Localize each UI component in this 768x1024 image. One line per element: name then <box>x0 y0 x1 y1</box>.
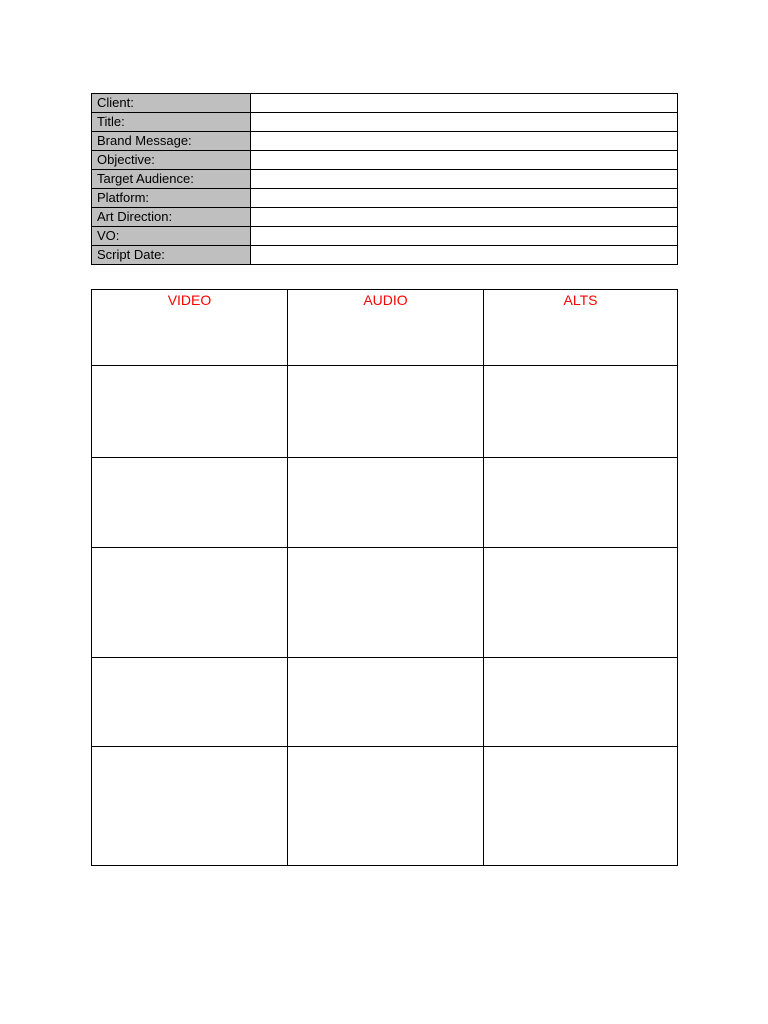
audio-cell[interactable] <box>288 548 484 658</box>
info-label: Title: <box>92 113 251 132</box>
alts-cell[interactable] <box>484 747 678 866</box>
video-cell[interactable] <box>92 548 288 658</box>
script-row <box>92 548 678 658</box>
column-header-video: VIDEO <box>92 290 288 366</box>
info-row-title <box>92 113 678 132</box>
info-label: Target Audience: <box>92 170 251 189</box>
alts-cell[interactable] <box>484 658 678 747</box>
alts-cell[interactable] <box>484 458 678 548</box>
info-label: Objective: <box>92 151 251 170</box>
alts-cell[interactable] <box>484 548 678 658</box>
audio-cell[interactable] <box>288 366 484 458</box>
audio-cell[interactable] <box>288 458 484 548</box>
script-row <box>92 366 678 458</box>
alts-cell[interactable] <box>484 366 678 458</box>
info-value-field[interactable] <box>251 227 678 246</box>
info-label: Client: <box>92 94 251 113</box>
video-cell[interactable] <box>92 366 288 458</box>
info-value-field[interactable] <box>251 246 678 265</box>
audio-cell[interactable] <box>288 747 484 866</box>
info-row-target-audience <box>92 170 678 189</box>
info-value-field[interactable] <box>251 113 678 132</box>
info-row-art-direction <box>92 208 678 227</box>
info-value-field[interactable] <box>251 170 678 189</box>
script-header-row <box>92 290 678 366</box>
column-header-audio: AUDIO <box>288 290 484 366</box>
info-label: VO: <box>92 227 251 246</box>
info-row-script-date <box>92 246 678 265</box>
video-cell[interactable] <box>92 658 288 747</box>
script-row <box>92 747 678 866</box>
info-value-field[interactable] <box>251 132 678 151</box>
info-row-client <box>92 94 678 113</box>
audio-cell[interactable] <box>288 658 484 747</box>
video-cell[interactable] <box>92 458 288 548</box>
script-row <box>92 458 678 548</box>
info-label: Brand Message: <box>92 132 251 151</box>
info-row-platform <box>92 189 678 208</box>
script-info-table <box>91 93 678 265</box>
script-row <box>92 658 678 747</box>
info-row-vo <box>92 227 678 246</box>
av-script-table <box>91 289 678 866</box>
video-cell[interactable] <box>92 747 288 866</box>
info-label: Platform: <box>92 189 251 208</box>
info-label: Script Date: <box>92 246 251 265</box>
column-header-alts: ALTS <box>484 290 678 366</box>
info-value-field[interactable] <box>251 94 678 113</box>
info-label: Art Direction: <box>92 208 251 227</box>
info-value-field[interactable] <box>251 208 678 227</box>
info-row-objective <box>92 151 678 170</box>
info-row-brand-message <box>92 132 678 151</box>
info-value-field[interactable] <box>251 189 678 208</box>
info-value-field[interactable] <box>251 151 678 170</box>
